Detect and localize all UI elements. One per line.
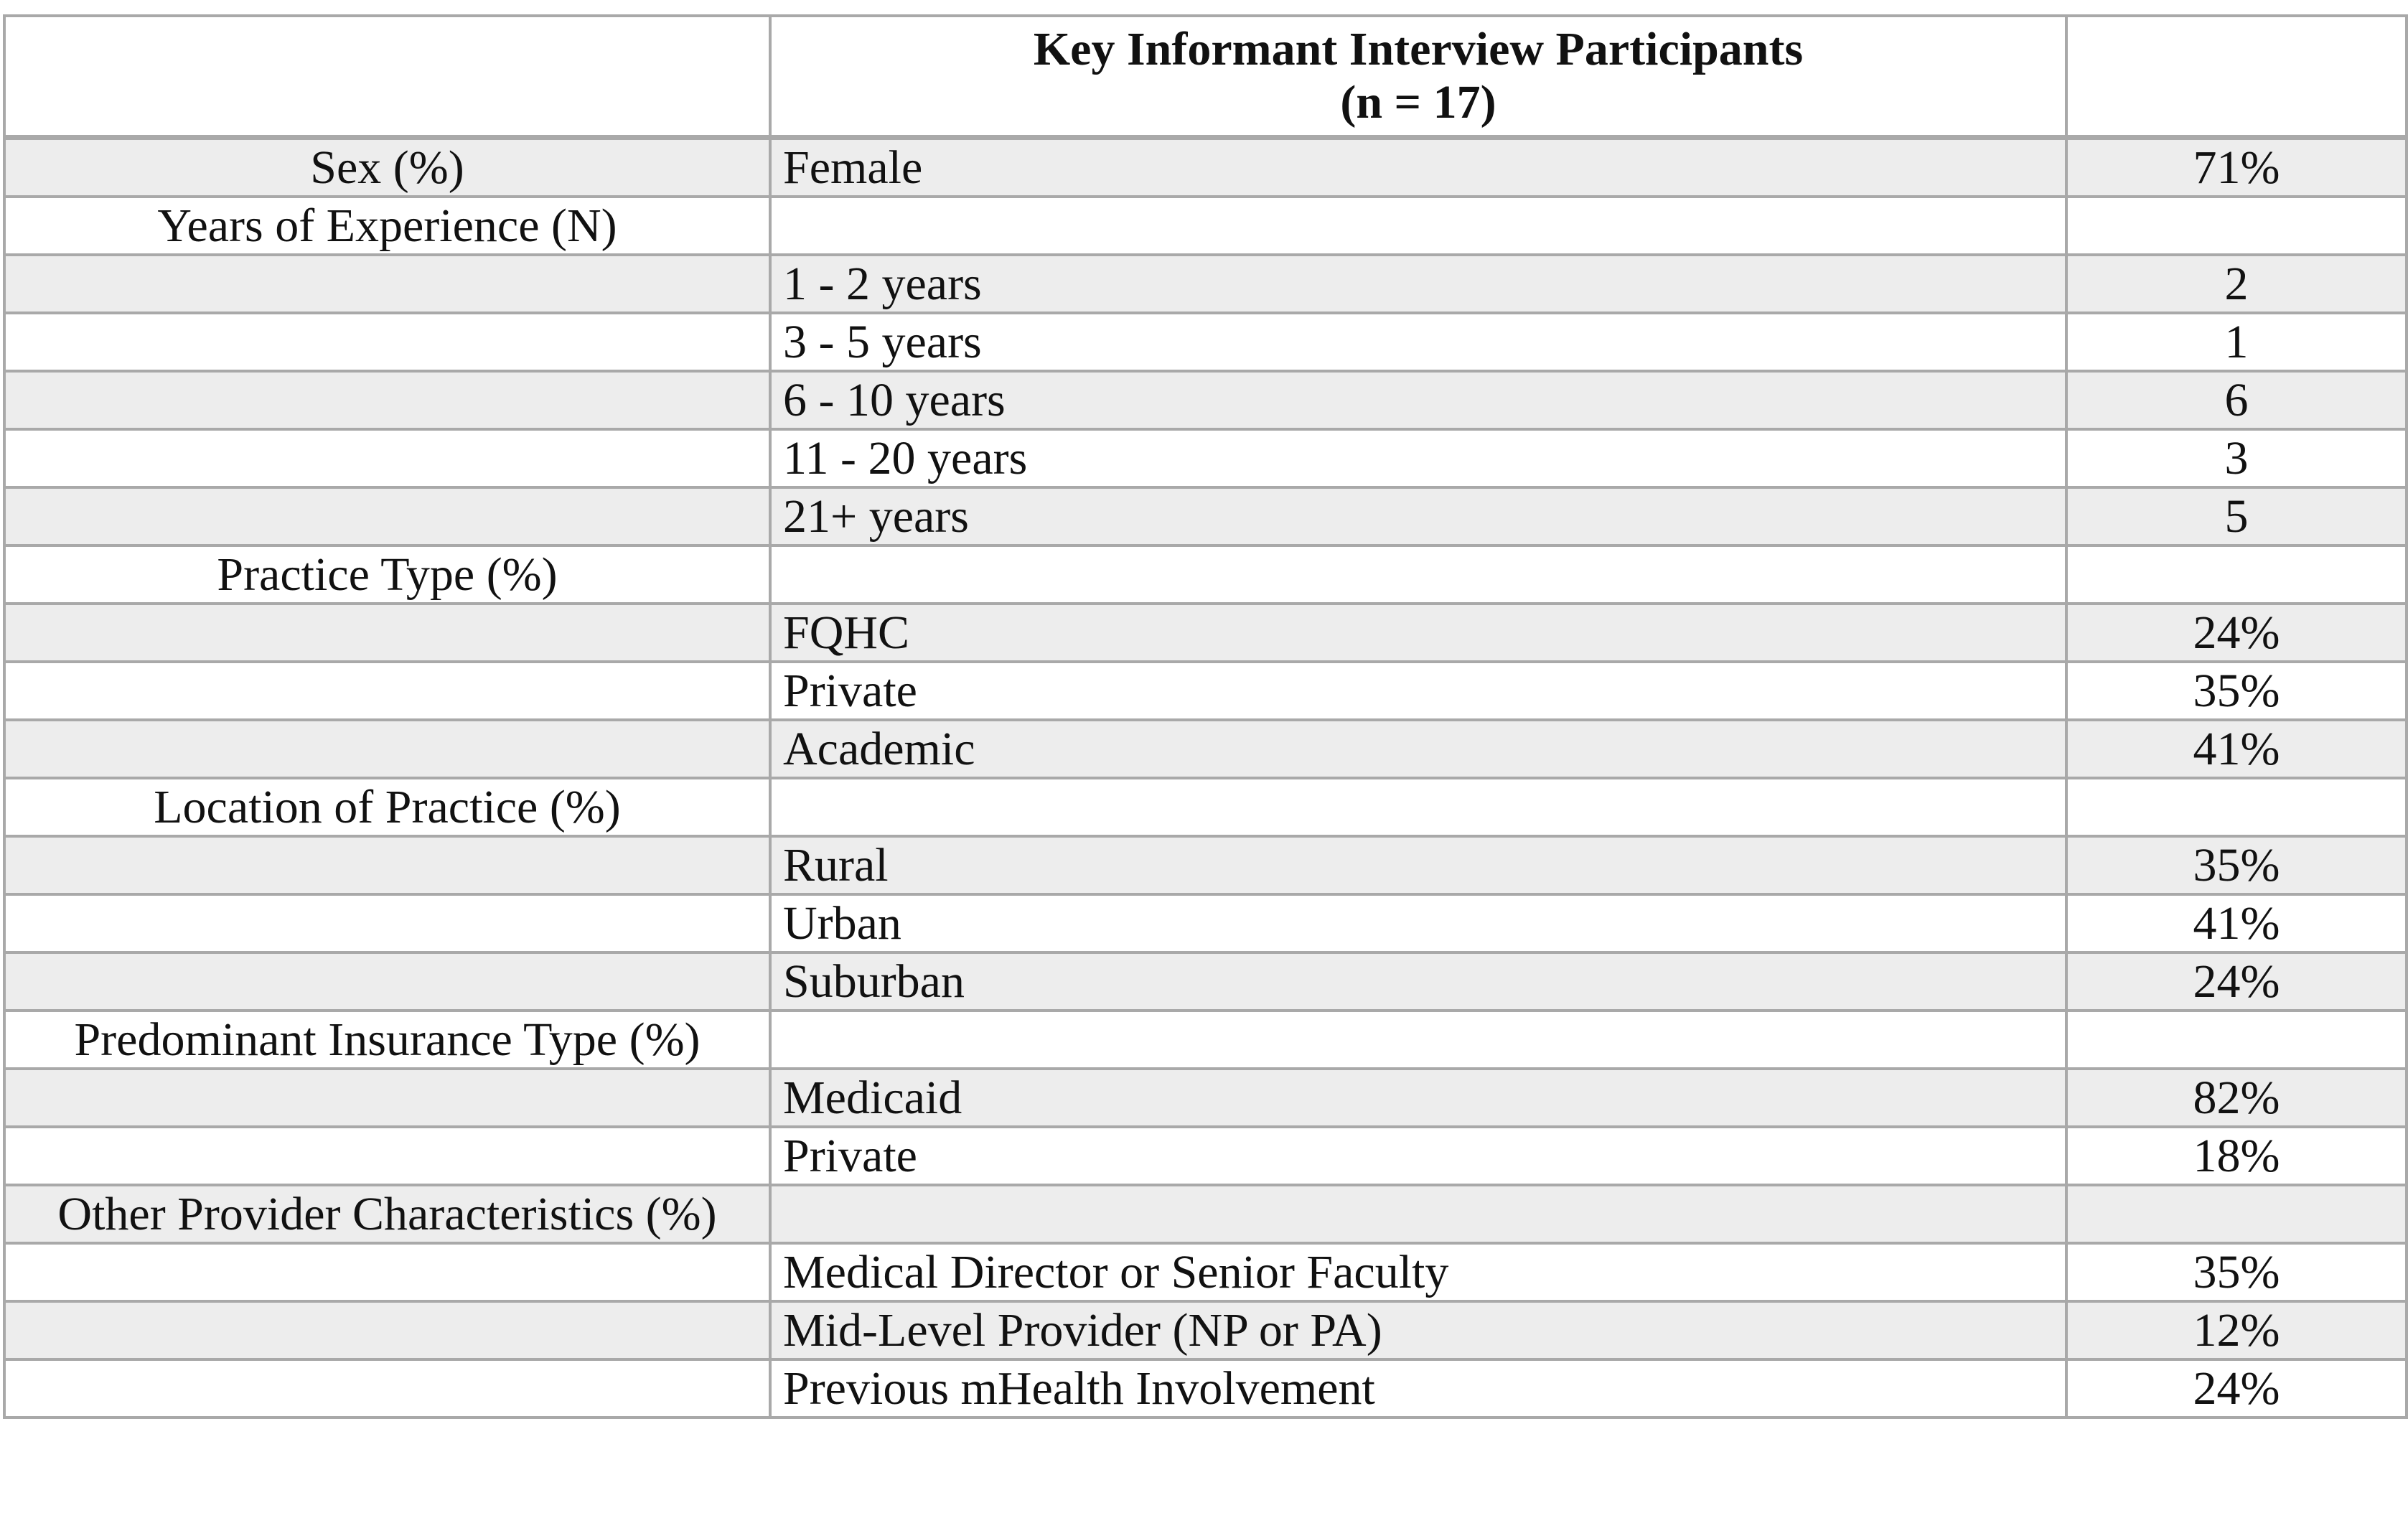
row-item-label xyxy=(770,545,2066,604)
row-category-label: Sex (%) xyxy=(4,138,770,197)
row-item-label: Medical Director or Senior Faculty xyxy=(770,1243,2066,1301)
row-category-label xyxy=(4,952,770,1011)
table-sample-size: (n = 17) xyxy=(1340,76,1496,128)
row-category-label: Location of Practice (%) xyxy=(4,778,770,836)
row-item-label: 6 - 10 years xyxy=(770,371,2066,429)
row-category-label xyxy=(4,1069,770,1127)
table-row xyxy=(4,313,2407,371)
row-value: 24% xyxy=(2066,604,2407,662)
row-value: 71% xyxy=(2066,138,2407,197)
row-item-label: Rural xyxy=(770,836,2066,894)
table-row xyxy=(4,894,2407,952)
row-value: 82% xyxy=(2066,1069,2407,1127)
row-item-label: Private xyxy=(770,1127,2066,1185)
row-category-label xyxy=(4,836,770,894)
row-category-label xyxy=(4,371,770,429)
row-category-label: Practice Type (%) xyxy=(4,545,770,604)
table-row xyxy=(4,487,2407,545)
table-row xyxy=(4,604,2407,662)
table-row xyxy=(4,1011,2407,1069)
row-category-label: Predominant Insurance Type (%) xyxy=(4,1011,770,1069)
row-value: 6 xyxy=(2066,371,2407,429)
table-row xyxy=(4,545,2407,604)
table-row xyxy=(4,255,2407,313)
row-value xyxy=(2066,545,2407,604)
row-category-label: Other Provider Characteristics (%) xyxy=(4,1185,770,1243)
table-row xyxy=(4,429,2407,487)
table-row xyxy=(4,1069,2407,1127)
row-category-label xyxy=(4,429,770,487)
row-value: 3 xyxy=(2066,429,2407,487)
row-value: 35% xyxy=(2066,836,2407,894)
table-body xyxy=(4,138,2407,1418)
table-row xyxy=(4,197,2407,255)
table-row xyxy=(4,952,2407,1011)
header-empty-left xyxy=(4,16,770,138)
row-value xyxy=(2066,1185,2407,1243)
table-row xyxy=(4,836,2407,894)
row-category-label xyxy=(4,1127,770,1185)
row-category-label xyxy=(4,487,770,545)
row-category-label xyxy=(4,313,770,371)
row-item-label: Medicaid xyxy=(770,1069,2066,1127)
table-title xyxy=(770,16,2066,138)
row-value: 24% xyxy=(2066,952,2407,1011)
row-category-label xyxy=(4,1301,770,1359)
row-value: 35% xyxy=(2066,662,2407,720)
row-value xyxy=(2066,778,2407,836)
table-header-row xyxy=(4,16,2407,138)
table-row xyxy=(4,1127,2407,1185)
row-value xyxy=(2066,197,2407,255)
table-row xyxy=(4,1301,2407,1359)
row-item-label: Urban xyxy=(770,894,2066,952)
row-value: 5 xyxy=(2066,487,2407,545)
participants-table xyxy=(3,14,2408,1419)
row-value: 2 xyxy=(2066,255,2407,313)
row-item-label: 3 - 5 years xyxy=(770,313,2066,371)
row-category-label xyxy=(4,894,770,952)
row-item-label xyxy=(770,778,2066,836)
table-row xyxy=(4,720,2407,778)
row-value: 35% xyxy=(2066,1243,2407,1301)
table-row xyxy=(4,1185,2407,1243)
row-category-label xyxy=(4,1243,770,1301)
row-item-label: 21+ years xyxy=(770,487,2066,545)
row-item-label: FQHC xyxy=(770,604,2066,662)
row-item-label: 1 - 2 years xyxy=(770,255,2066,313)
row-value: 41% xyxy=(2066,894,2407,952)
row-item-label: Academic xyxy=(770,720,2066,778)
row-item-label: Previous mHealth Involvement xyxy=(770,1359,2066,1418)
table-row xyxy=(4,1359,2407,1418)
table-title-text: Key Informant Interview Participants xyxy=(1033,23,1804,75)
row-value: 1 xyxy=(2066,313,2407,371)
row-item-label xyxy=(770,1185,2066,1243)
row-item-label: 11 - 20 years xyxy=(770,429,2066,487)
table-row xyxy=(4,138,2407,197)
table-row xyxy=(4,778,2407,836)
table-row xyxy=(4,1243,2407,1301)
row-item-label: Female xyxy=(770,138,2066,197)
table-row xyxy=(4,371,2407,429)
header-empty-right xyxy=(2066,16,2407,138)
row-category-label xyxy=(4,720,770,778)
row-value: 18% xyxy=(2066,1127,2407,1185)
row-category-label: Years of Experience (N) xyxy=(4,197,770,255)
row-value xyxy=(2066,1011,2407,1069)
row-value: 41% xyxy=(2066,720,2407,778)
row-item-label xyxy=(770,197,2066,255)
row-item-label: Mid-Level Provider (NP or PA) xyxy=(770,1301,2066,1359)
row-category-label xyxy=(4,255,770,313)
row-category-label xyxy=(4,1359,770,1418)
row-category-label xyxy=(4,662,770,720)
table-row xyxy=(4,662,2407,720)
row-value: 24% xyxy=(2066,1359,2407,1418)
row-value: 12% xyxy=(2066,1301,2407,1359)
row-item-label: Suburban xyxy=(770,952,2066,1011)
row-item-label: Private xyxy=(770,662,2066,720)
row-item-label xyxy=(770,1011,2066,1069)
row-category-label xyxy=(4,604,770,662)
